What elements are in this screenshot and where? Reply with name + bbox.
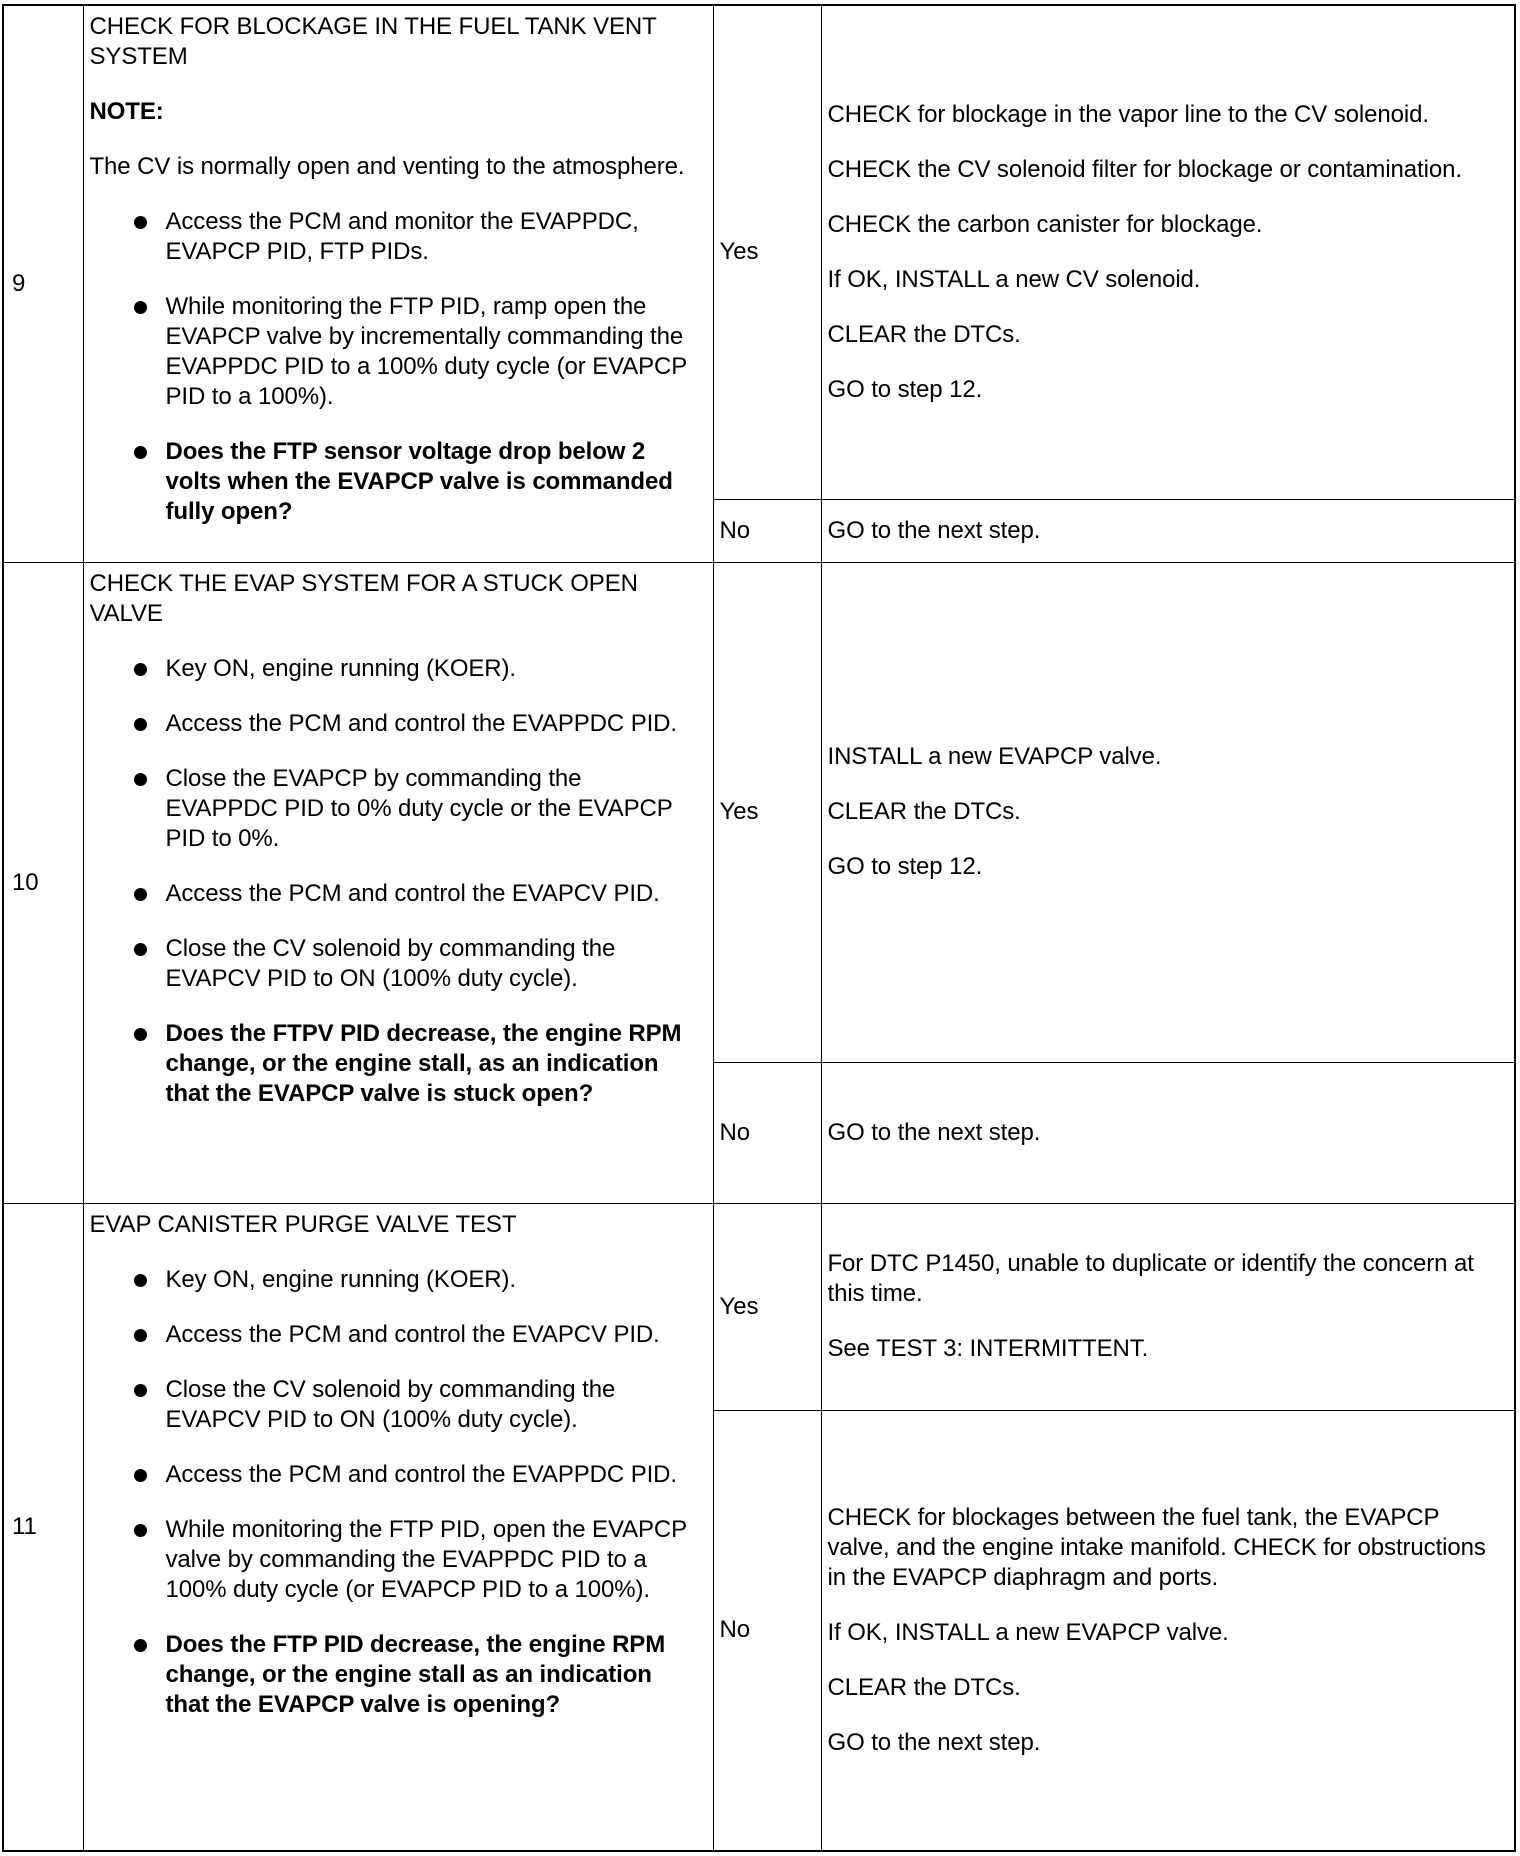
- yes-label: Yes: [713, 562, 821, 1062]
- list-item: Access the PCM and monitor the EVAPPDC, EVAPCP PID, FTP PIDs.: [90, 207, 695, 267]
- step-title: CHECK FOR BLOCKAGE IN THE FUEL TANK VENT SYSTEM: [89, 13, 657, 70]
- yes-result: [821, 5, 1515, 499]
- yes-result: [821, 1203, 1515, 1410]
- result-line: CHECK for blockage in the vapor line to the CV solenoid.: [827, 100, 1429, 128]
- step-action: [83, 562, 713, 1203]
- result-line: See TEST 3: INTERMITTENT.: [827, 1335, 1149, 1362]
- result-line: CLEAR the DTCs.: [827, 798, 1021, 825]
- action-list: [90, 654, 695, 1109]
- list-item: Key ON, engine running (KOER).: [90, 1265, 695, 1295]
- note-text: The CV is normally open and venting to the atmosphere.: [89, 153, 685, 180]
- list-item: Close the CV solenoid by commanding the EVAPCV PID to ON (100% duty cycle).: [90, 934, 695, 994]
- no-result: [821, 499, 1515, 562]
- no-label: No: [713, 1410, 821, 1851]
- result-line: INSTALL a new EVAPCP valve.: [827, 743, 1162, 770]
- list-item: Access the PCM and control the EVAPCV PID.: [90, 1320, 695, 1350]
- result-line: GO to the next step.: [827, 516, 1041, 544]
- yes-label: Yes: [713, 1203, 821, 1410]
- list-item: While monitoring the FTP PID, ramp open the EVAPCP valve by incrementally commanding the EVAPPDC PID to a 100% duty cycle (or EVAPCP PID to a 100%).: [90, 292, 695, 412]
- step-title: EVAP CANISTER PURGE VALVE TEST: [89, 1210, 517, 1238]
- yes-label: Yes: [713, 5, 821, 499]
- result-line: If OK, INSTALL a new EVAPCP valve.: [827, 1618, 1229, 1646]
- step-row-10-yes: [3, 562, 1515, 1062]
- step-number: 9: [3, 5, 83, 562]
- result-line: For DTC P1450, unable to duplicate or identify the concern at this time.: [827, 1250, 1474, 1307]
- list-item: Access the PCM and control the EVAPPDC PID.: [90, 709, 695, 739]
- question-item: Does the FTPV PID decrease, the engine RPM change, or the engine stall, as an indication that the EVAPCP valve is stuck open?: [90, 1019, 695, 1109]
- list-item: Key ON, engine running (KOER).: [90, 654, 695, 684]
- list-item: Access the PCM and control the EVAPCV PID.: [90, 879, 695, 909]
- step-row-11-yes: [3, 1203, 1515, 1410]
- result-line: CLEAR the DTCs.: [827, 1673, 1021, 1701]
- result-line: GO to the next step.: [827, 1728, 1041, 1756]
- step-title: CHECK THE EVAP SYSTEM FOR A STUCK OPEN VALVE: [89, 569, 638, 627]
- result-line: CLEAR the DTCs.: [827, 320, 1021, 348]
- result-line: CHECK for blockages between the fuel tank, the EVAPCP valve, and the engine intake manifold. CHECK for obstructions in the EVAPCP diaphragm and ports.: [827, 1503, 1486, 1591]
- action-list: [90, 207, 695, 527]
- note-label: NOTE:: [89, 98, 164, 125]
- result-line: CHECK the carbon canister for blockage.: [827, 210, 1263, 238]
- result-line: GO to step 12.: [827, 853, 983, 880]
- question-item: Does the FTP sensor voltage drop below 2 volts when the EVAPCP valve is commanded fully open?: [90, 437, 695, 527]
- yes-result: [821, 562, 1515, 1062]
- result-line: CHECK the CV solenoid filter for blockage or contamination.: [827, 155, 1462, 183]
- list-item: While monitoring the FTP PID, open the EVAPCP valve by commanding the EVAPPDC PID to a 100% duty cycle (or EVAPCP PID to a 100%).: [90, 1515, 695, 1605]
- no-label: No: [713, 499, 821, 562]
- no-result: [821, 1062, 1515, 1203]
- step-row-9-yes: [3, 5, 1515, 499]
- result-line: GO to the next step.: [827, 1118, 1041, 1146]
- step-number: 11: [3, 1203, 83, 1851]
- diagnostic-procedure-table: [2, 4, 1516, 1852]
- step-action: [83, 1203, 713, 1851]
- list-item: Close the EVAPCP by commanding the EVAPPDC PID to 0% duty cycle or the EVAPCP PID to 0%.: [90, 764, 695, 854]
- action-list: [90, 1265, 695, 1720]
- no-result: [821, 1410, 1515, 1851]
- step-number: 10: [3, 562, 83, 1203]
- result-line: GO to step 12.: [827, 375, 983, 403]
- no-label: No: [713, 1062, 821, 1203]
- list-item: Close the CV solenoid by commanding the EVAPCV PID to ON (100% duty cycle).: [90, 1375, 695, 1435]
- question-item: Does the FTP PID decrease, the engine RPM change, or the engine stall as an indication that the EVAPCP valve is opening?: [90, 1630, 695, 1720]
- result-line: If OK, INSTALL a new CV solenoid.: [827, 265, 1201, 293]
- list-item: Access the PCM and control the EVAPPDC PID.: [90, 1460, 695, 1490]
- step-action: [83, 5, 713, 562]
